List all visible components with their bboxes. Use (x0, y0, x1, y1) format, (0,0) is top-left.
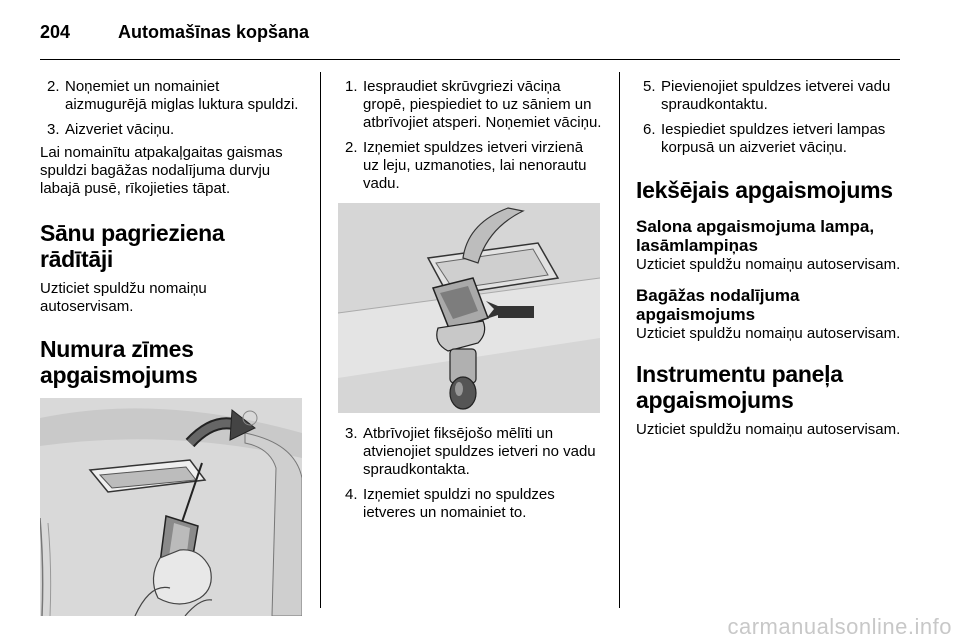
page-title: Automašīnas kopšana (118, 22, 310, 42)
list-item (636, 78, 906, 114)
column-divider-1 (320, 72, 321, 608)
step-text: Noņemiet un nomainiet aizmugurējā miglas luktura spuldzi. (65, 78, 299, 113)
list-item (338, 78, 602, 132)
step-number: 6. (643, 121, 656, 138)
heading-line: lasāmlampiņas (636, 236, 758, 255)
step-text: Izņemiet spuldzi no spuldzes ietveres un nomainiet to. (363, 486, 555, 521)
list-item (40, 78, 302, 114)
column-divider-2 (619, 72, 620, 608)
heading-line: Salona apgaismojuma lampa, (636, 217, 875, 236)
column-2 (338, 78, 602, 529)
watermark: carmanualsonline.info (727, 614, 952, 639)
paragraph: Lai nomainītu atpakaļgaitas gaismas spuldzi bagāžas nodalījuma durvju labajā pusē, rīkojieties tāpat. (40, 144, 283, 197)
page-number: 204 (40, 22, 71, 42)
step-text: Aizveriet vāciņu. (65, 121, 175, 138)
paragraph: Uzticiet spuldžu nomaiņu autoservisam. (636, 256, 901, 273)
heading-line: Numura zīmes (40, 336, 194, 362)
heading-line: apgaismojums (636, 387, 794, 413)
heading-line: Instrumentu paneļa (636, 361, 843, 387)
step-number: 2. (345, 139, 358, 156)
step-list (636, 78, 906, 157)
step-list (338, 78, 602, 193)
list-item (338, 139, 602, 193)
paragraph: Uzticiet spuldžu nomaiņu autoservisam. (40, 280, 207, 315)
heading-interior-lighting: Iekšējais apgaismojums (636, 177, 893, 203)
step-text: Pievienojiet spuldzes ietverei vadu spraudkontaktu. (661, 78, 891, 113)
heading-boot-light (636, 286, 906, 324)
list-item (636, 121, 906, 157)
bulb-holder-illustration (338, 203, 600, 413)
list-item (338, 486, 602, 522)
step-number: 3. (47, 121, 60, 138)
step-number: 3. (345, 425, 358, 442)
step-number: 1. (345, 78, 358, 95)
header-rule (40, 59, 900, 60)
step-list (338, 425, 602, 522)
step-list (40, 78, 302, 139)
heading-side-indicators: Sānu pagrieziena rādītāji (40, 220, 225, 272)
step-text: Izņemiet spuldzes ietveri virzienā uz leju, uzmanoties, lai nenorautu vadu. (363, 139, 587, 192)
step-text: Iespraudiet skrūvgriezi vāciņa gropē, piespiediet to uz sāniem un atbrīvojiet atsperi. Noņemiet vāciņu. (363, 78, 602, 131)
heading-line: apgaismojums (636, 305, 756, 324)
list-item (40, 121, 302, 139)
list-item (338, 425, 602, 479)
heading-cabin-light (636, 217, 906, 255)
step-number: 4. (345, 486, 358, 503)
heading-line: apgaismojums (40, 362, 198, 388)
plate-light-illustration (40, 398, 302, 616)
heading-plate-light (40, 336, 302, 388)
heading-line: Bagāžas nodalījuma (636, 286, 800, 305)
step-text: Atbrīvojiet fiksējošo mēlīti un atvienojiet spuldzes ietveri no vadu spraudkontakta. (363, 425, 596, 478)
step-number: 2. (47, 78, 60, 95)
column-3 (636, 78, 906, 451)
paragraph: Uzticiet spuldžu nomaiņu autoservisam. (636, 421, 901, 438)
paragraph: Uzticiet spuldžu nomaiņu autoservisam. (636, 325, 901, 342)
column-1 (40, 78, 302, 616)
step-text: Iespiediet spuldzes ietveri lampas korpusā un aizveriet vāciņu. (661, 121, 886, 156)
step-number: 5. (643, 78, 656, 95)
heading-instrument-panel-light (636, 361, 906, 413)
